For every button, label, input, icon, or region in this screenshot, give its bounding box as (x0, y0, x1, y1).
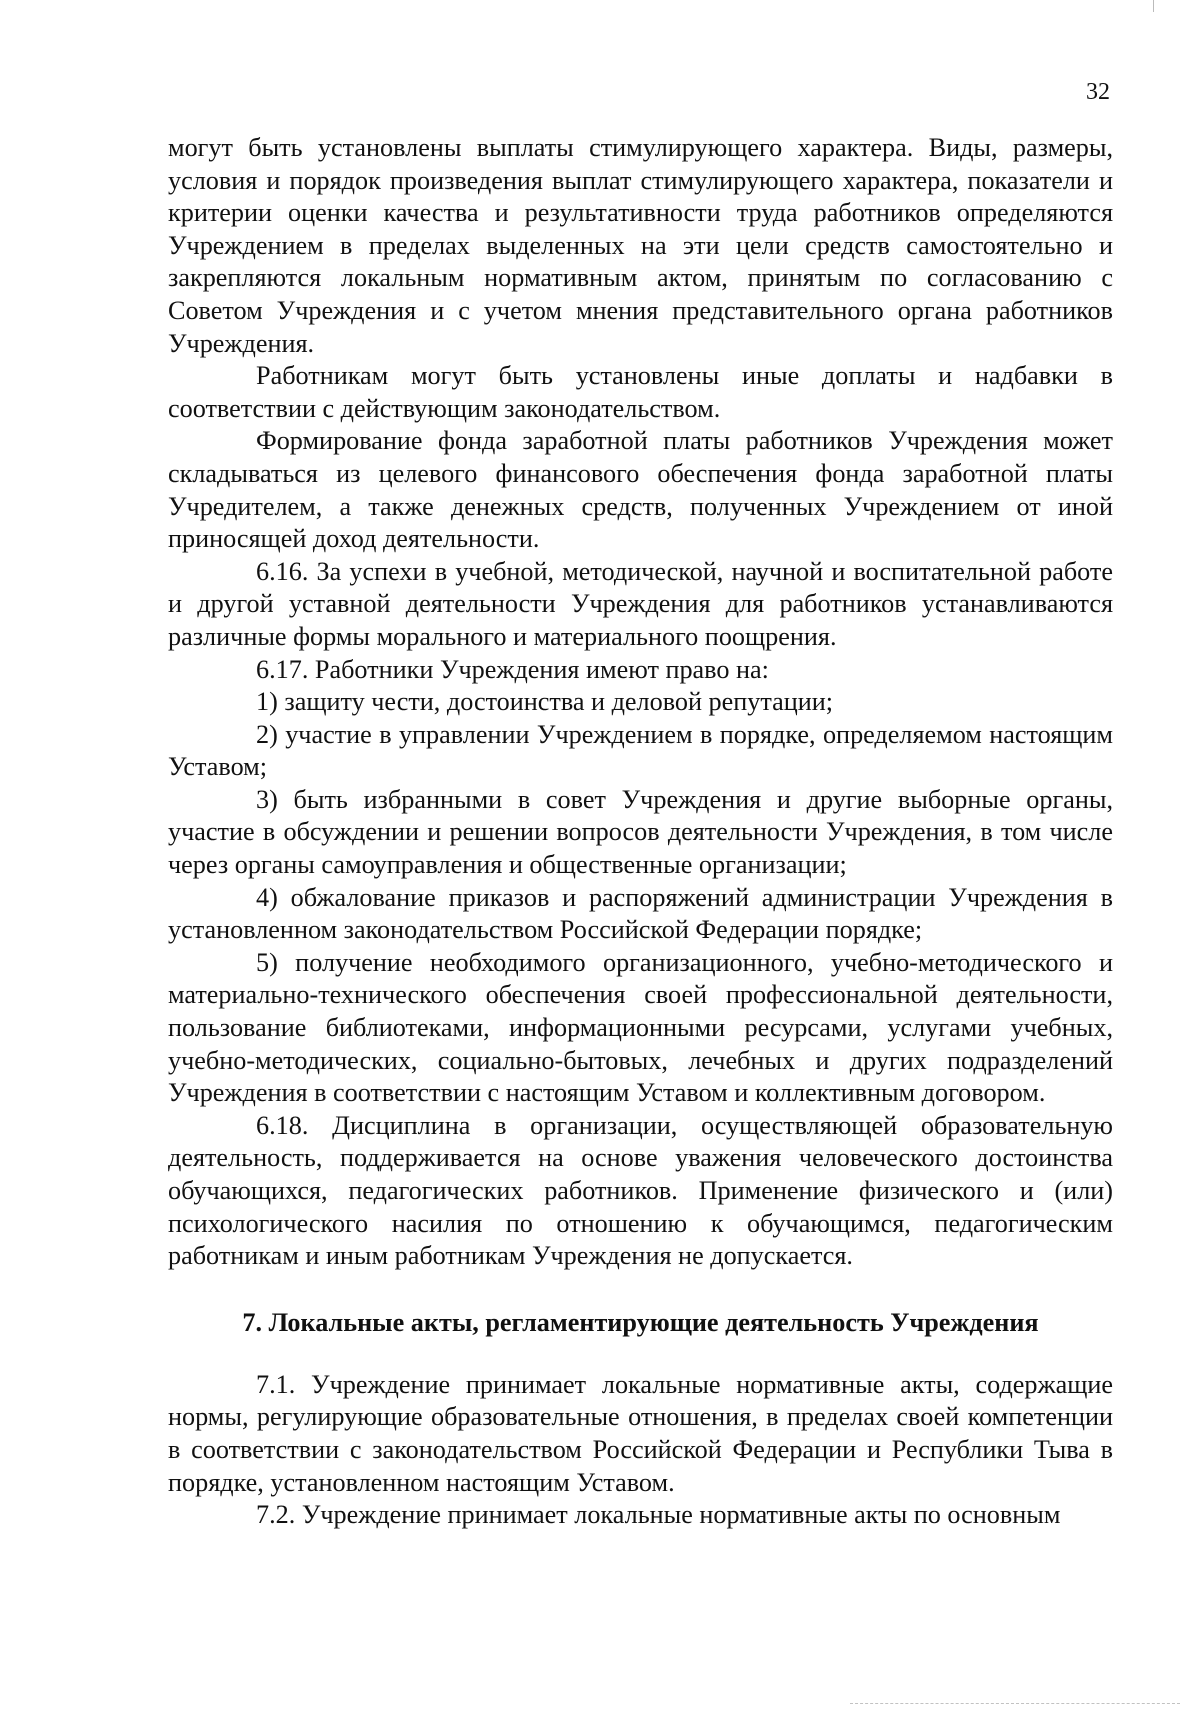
list-item-2: 2) участие в управлении Учреждением в порядке, определяемом настоящим Уставом; (168, 719, 1113, 782)
clause-6-16: 6.16. За успехи в учебной, методической, научной и воспитательной работе и другой уставной деятельности Учреждения для работников устанавливаются различные формы морального и материального поощрения. (168, 556, 1113, 651)
paragraph: Работникам могут быть установлены иные доплаты и надбавки в соответствии с действующим законодательством. (168, 361, 1113, 423)
list-item-1: 1) защиту чести, достоинства и деловой репутации; (256, 687, 834, 717)
paragraph-continuation: могут быть установлены выплаты стимулирующего характера. Виды, размеры, условия и порядок произведения выплат стимулирующего характера, показатели и критерии оценки качества и результативности труда работников определяются Учреждением в пределах выделенных на эти цели средств самостоятельно и закрепляются локальным нормативным актом, принятым по согласованию с Советом Учреждения и с учетом мнения представительного органа работников Учреждения. (168, 133, 1113, 358)
scan-bottom-artifact (850, 1703, 1180, 1707)
clause-6-17: 6.17. Работники Учреждения имеют право на: (256, 654, 769, 684)
page-number: 32 (1086, 79, 1110, 105)
scan-edge-mark (1153, 0, 1154, 12)
list-item-4: 4) обжалование приказов и распоряжений администрации Учреждения в установленном законодательством Российской Федерации порядке; (168, 882, 1113, 945)
paragraph: Формирование фонда заработной платы работников Учреждения может складываться из целевого финансового обеспечения фонда заработной платы Учредителем, а также денежных средств, полученных Учреждением от иной приносящей доход деятельности. (168, 426, 1113, 554)
clause-7-1: 7.1. Учреждение принимает локальные нормативные акты, содержащие нормы, регулирующие образовательные отношения, в пределах своей компетенции в соответствии с законодательством Российской Федерации и Республики Тыва в порядке, установленном настоящим Уставом. (168, 1369, 1113, 1497)
section-heading: 7. Локальные акты, регламентирующие деятельность Учреждения (242, 1307, 1039, 1337)
list-item-3: 3) быть избранными в совет Учреждения и другие выборные органы, участие в обсуждении и решении вопросов деятельности Учреждения, в том числе через органы самоуправления и общественные организации; (168, 784, 1113, 880)
clause-6-18: 6.18. Дисциплина в организации, осуществляющей образовательную деятельность, поддерживается на основе уважения человеческого достоинства обучающихся, педагогических работников. Применение физического и (или) психологического насилия по отношению к обучающимся, педагогическим работникам и иным работникам Учреждения не допускается. (168, 1110, 1113, 1271)
document-body (168, 132, 1113, 1532)
clause-7-2: 7.2. Учреждение принимает локальные нормативные акты по основным (256, 1500, 1061, 1530)
list-item-5: 5) получение необходимого организационного, учебно-методического и материально-технического обеспечения своей профессиональной деятельности, пользование библиотеками, информационными ресурсами, услугами учебных, учебно-методических, социально-бытовых, лечебных и других подразделений Учреждения в соответствии с настоящим Уставом и коллективным договором. (168, 947, 1113, 1108)
